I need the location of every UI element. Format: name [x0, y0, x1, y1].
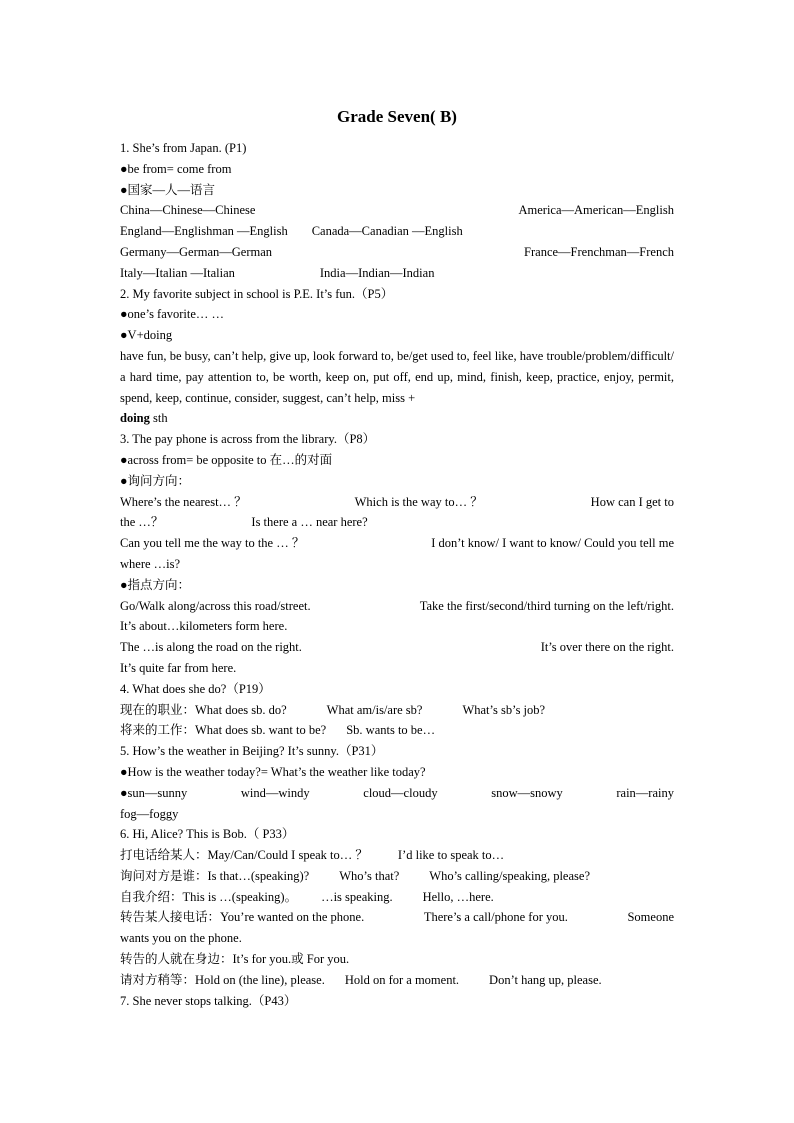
- bullet-weather-question: ●How is the weather today?= What’s the weather like today?: [120, 764, 426, 779]
- weather-cloudy: cloud—cloudy: [363, 785, 438, 800]
- job-wants-to-be: Sb. wants to be…: [346, 723, 436, 738]
- document-title: Grade Seven( B): [337, 107, 457, 126]
- ask-can-you-tell: Can you tell me the way to the … ？: [120, 536, 305, 551]
- ask-row: [120, 533, 674, 554]
- v-doing-paragraph: [120, 346, 674, 429]
- document-body: [120, 138, 674, 1011]
- phone-hello-here: Hello, …here.: [422, 889, 494, 904]
- bullet-give-directions: ●指点方向：: [120, 577, 191, 592]
- direction-row: [120, 637, 674, 658]
- ask-where-is: where …is?: [120, 556, 181, 571]
- bullet-be-from: ●be from= come from: [120, 161, 232, 176]
- section-7-heading: 7. She never stops talking.（P43）: [120, 993, 297, 1008]
- phone-row: [120, 866, 674, 887]
- job-what-am: What am/is/are sb?: [326, 702, 423, 717]
- country-canada: Canada—Canadian —English: [311, 224, 463, 239]
- phone-row: [120, 970, 674, 991]
- phone-youre-wanted: 转告某人接电话：You’re wanted on the phone.: [120, 910, 365, 925]
- country-india: India—Indian—Indian: [319, 265, 435, 280]
- dir-take-turning: Take the first/second/third turning on the left/right.: [419, 598, 674, 613]
- country-row: [120, 263, 674, 284]
- phone-whos-calling: Who’s calling/speaking, please?: [429, 868, 590, 883]
- ask-row: [120, 512, 674, 533]
- bullet-across-from: ●across from= be opposite to 在…的对面: [120, 452, 333, 467]
- doing-bold: doing: [120, 411, 150, 426]
- bullet-country-people-language: ●国家—人—语言: [120, 182, 216, 197]
- country-row: [120, 221, 674, 242]
- section-6-heading: 6. Hi, Alice? This is Bob.（ P33）: [120, 827, 295, 842]
- country-row: [120, 200, 674, 221]
- country-germany: Germany—German—German: [120, 244, 273, 259]
- dir-go-walk: Go/Walk along/across this road/street.: [120, 598, 311, 613]
- dir-over-there: It’s over there on the right.: [540, 640, 674, 655]
- country-england: England—Englishman —English: [120, 224, 288, 239]
- phone-this-is: 自我介绍：This is …(speaking)。: [120, 889, 298, 904]
- ask-which-way: Which is the way to… ？: [354, 494, 483, 509]
- ask-row: [120, 492, 674, 513]
- job-future: 将来的工作：What does sb. want to be?: [120, 723, 327, 738]
- bullet-ask-directions: ●询问方向：: [120, 473, 191, 488]
- phone-someone: Someone: [627, 910, 674, 925]
- dir-about-km: It’s about…kilometers form here.: [120, 619, 288, 634]
- section-1-heading: 1. She’s from Japan. (P1): [120, 141, 247, 155]
- country-america: America—American—English: [518, 203, 674, 218]
- v-doing-list: have fun, be busy, can’t help, give up, look forward to, be/get used to, feel like, have trouble/problem/difficult/ a hard time, pay attention to, be worth, keep on, put off, end up, mind, finish, keep, practice, enjoy, permit, spend, keep, continue, consider, suggest, can’t help, miss +: [120, 348, 674, 405]
- section-5-heading: 5. How’s the weather in Beijing? It’s sunny.（P31）: [120, 744, 384, 759]
- phone-its-for-you: 转告的人就在身边：It’s for you.或 For you.: [120, 952, 350, 967]
- phone-is-speaking: …is speaking.: [321, 889, 393, 904]
- weather-rainy: rain—rainy: [616, 785, 674, 800]
- section-3-heading: 3. The pay phone is across from the library.（P8）: [120, 432, 376, 447]
- country-italy: Italy—Italian —Italian: [120, 265, 235, 280]
- weather-foggy: fog—foggy: [120, 806, 179, 821]
- phone-is-that: 询问对方是谁：Is that…(speaking)?: [120, 868, 310, 883]
- phone-dont-hang-up: Don’t hang up, please.: [489, 972, 602, 987]
- ask-is-there: Is there a … near here?: [251, 515, 368, 530]
- ask-how-get: How can I get to: [590, 494, 674, 509]
- job-row: [120, 720, 674, 741]
- phone-row: [120, 907, 674, 928]
- phone-wants-you: wants you on the phone.: [120, 931, 242, 946]
- country-row: [120, 242, 674, 263]
- weather-windy: wind—windy: [240, 785, 310, 800]
- bullet-v-doing: ●V+doing: [120, 328, 173, 343]
- section-2-heading: 2. My favorite subject in school is P.E. It’s fun.（P5）: [120, 286, 394, 301]
- phone-hold-on-moment: Hold on for a moment.: [344, 972, 460, 987]
- phone-row: [120, 845, 674, 866]
- ask-dont-know: I don’t know/ I want to know/ Could you tell me: [431, 536, 674, 551]
- dir-quite-far: It’s quite far from here.: [120, 660, 237, 675]
- bullet-ones-favorite: ●one’s favorite… …: [120, 307, 225, 322]
- phone-id-like: I’d like to speak to…: [397, 848, 505, 863]
- job-whats-job: What’s sb’s job?: [462, 702, 546, 717]
- job-row: [120, 700, 674, 721]
- country-china: China—Chinese—Chinese: [120, 203, 256, 218]
- phone-hold-on-line: 请对方稍等：Hold on (the line), please.: [120, 972, 325, 987]
- phone-whos-that: Who’s that?: [339, 868, 400, 883]
- weather-sunny: ●sun—sunny: [120, 785, 188, 800]
- phone-may-i-speak: 打电话给某人：May/Can/Could I speak to… ？: [120, 848, 368, 863]
- country-france: France—Frenchman—French: [524, 244, 674, 259]
- direction-row: [120, 596, 674, 617]
- ask-nearest: Where’s the nearest… ？: [120, 494, 247, 509]
- weather-snowy: snow—snowy: [491, 785, 563, 800]
- job-current: 现在的职业：What does sb. do?: [120, 702, 287, 717]
- ask-the: the …？: [120, 515, 164, 530]
- phone-row: [120, 887, 674, 908]
- dir-along-road: The …is along the road on the right.: [120, 640, 302, 655]
- section-4-heading: 4. What does she do?（P19）: [120, 681, 271, 696]
- weather-words-row: [120, 783, 674, 804]
- v-doing-end: sth: [149, 411, 168, 426]
- phone-theres-a-call: There’s a call/phone for you.: [423, 910, 568, 925]
